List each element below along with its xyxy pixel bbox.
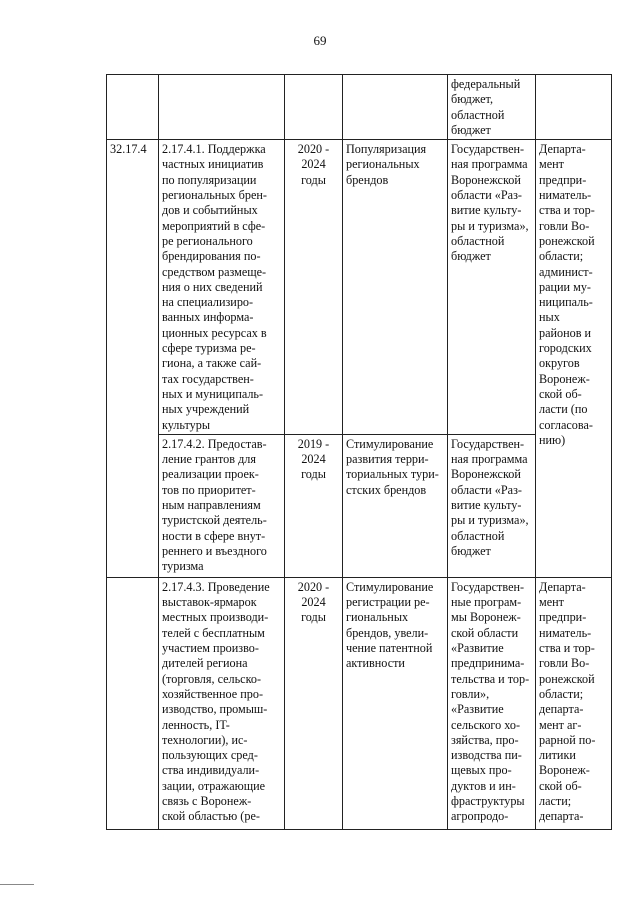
cell-line: департа- [539,702,584,717]
cell-line: ры и туризма», [451,218,529,233]
cell-line: туристской деятель- [162,513,267,528]
cell-funding [448,577,536,829]
cell-line: дов и событийных [162,203,258,218]
cell-line: говли Во- [539,656,590,671]
cell-line: реализации проек- [162,467,259,482]
cell-line: согласова- [539,417,593,432]
cell-line: предпри- [539,172,587,187]
cell-line: годы [301,610,326,625]
cell-line: агропродо- [451,809,509,824]
cell-line: ства и тор- [539,641,595,656]
cell-line: мент аг- [539,717,582,732]
cell-line: дуктов и ин- [451,778,516,793]
table-row-32-17-4-3 [107,577,612,829]
cell-line: дителей региона [162,656,248,671]
cell-line: ства индивидуали- [162,763,260,778]
cell-line: ниципаль- [539,295,593,310]
cell-line: мент [539,157,564,172]
cell-number [107,577,159,829]
cell-line: 2019 - [297,436,330,451]
cell-line: телей с бесплатным [162,625,265,640]
cell-line: ласти (по [539,402,588,417]
cell-result [343,434,448,577]
cell-line: щевых про- [451,763,512,778]
cell-line: Воронежской [451,172,521,187]
cell-line: гиональных [346,610,409,625]
cell-line: ронежской [539,671,595,686]
cell-line: ности в сфере внут- [162,528,266,543]
cell-result [343,140,448,435]
cell-line: области; [539,249,584,264]
cell-line: ные програм- [451,595,522,610]
cell-line: «Развитие [451,702,504,717]
cell-funding [448,140,536,435]
cell-line: Департа- [539,579,586,594]
cell-line: ния о них сведений [162,279,263,294]
cell-term [285,434,343,577]
measures-table [106,74,612,830]
cell-line: говли Во- [539,218,590,233]
cell-line: областной [451,107,505,122]
cell-line: стских брендов [346,482,427,497]
cell-line: рации му- [539,279,591,294]
cell-name [159,140,285,435]
cell-line: 2.17.4.1. Поддержка [162,142,266,157]
cell-line: ниматель- [539,188,592,203]
cell-line: Популяризация [346,142,427,157]
cell-line: пользующих сред- [162,748,258,763]
cell-line: брендов [346,172,389,187]
cell-line: Воронеж- [539,371,590,386]
cell-term [285,140,343,435]
cell-line: годы [301,467,326,482]
cell-line: средством размеще- [162,264,267,279]
cell-name [159,577,285,829]
cell-line: технологии), ис- [162,732,248,747]
cell-line: области «Раз- [451,188,522,203]
cell-line: (торговля, сельско- [162,671,262,686]
cell-line: бюджет [451,249,491,264]
cell-line: ление грантов для [162,452,256,467]
cell-line: ных и муниципаль- [162,386,264,401]
cell-line: мы Воронеж- [451,610,521,625]
cell-line: 2.17.4.2. Предостав- [162,436,267,451]
cell-line: 2024 [301,452,326,467]
cell-executor [536,140,612,578]
cell-line: Стимулирование [346,579,434,594]
cell-number: 32.17.4 [107,140,159,578]
cell-line: туризма [162,559,204,574]
cell-line: фраструктуры [451,793,525,808]
cell-line: ниматель- [539,625,592,640]
cell-line: 2020 - [297,142,330,157]
cell-line: мент [539,595,564,610]
cell-line: ронежской [539,233,595,248]
cell-line: сельского хо- [451,717,521,732]
cell-line: ской области [451,625,519,640]
cell-line: тах государствен- [162,371,254,386]
cell-funding [448,434,536,577]
cell-line: культуры [162,417,211,432]
cell-term [285,577,343,829]
cell-line: ре регионального [162,233,253,248]
cell-line: ской об- [539,778,582,793]
cell-result [343,577,448,829]
cell-line: 2024 [301,157,326,172]
cell-line: тельства и тор- [451,671,530,686]
cell-line: изводство, промыш- [162,702,268,717]
cell-line: областной [451,528,505,543]
cell-line: районов и [539,325,592,340]
cell-line: ториальных тури- [346,467,439,482]
cell-number [107,75,159,140]
cell-line: регистрации ре- [346,595,430,610]
cell-line: ской об- [539,386,582,401]
cell-funding [448,75,536,140]
cell-result [343,75,448,140]
cell-line: Департа- [539,142,586,157]
cell-line: нию) [539,432,566,447]
cell-line: местных производи- [162,610,269,625]
cell-line: хозяйственное про- [162,686,264,701]
cell-line: «Развитие [451,641,504,656]
cell-line: участием произво- [162,641,259,656]
cell-line: Государствен- [451,436,525,451]
cell-line: Воронежской [451,467,521,482]
cell-line: Стимулирование [346,436,434,451]
cell-line: Воронеж- [539,763,590,778]
cell-line: бюджет [451,543,491,558]
cell-line: рарной по- [539,732,596,747]
cell-line: областной [451,233,505,248]
cell-line: 2020 - [297,579,330,594]
cell-line: на специализиро- [162,295,254,310]
table-row-funding-continuation [107,75,612,140]
cell-line: ласти; [539,793,572,808]
cell-line: админист- [539,264,593,279]
cell-line: области; [539,686,584,701]
cell-line: активности [346,656,405,671]
cell-executor [536,577,612,829]
cell-line: зации, отражающие [162,778,266,793]
cell-line: ных [539,310,560,325]
cell-term [285,75,343,140]
cell-line: мероприятий в сфе- [162,218,266,233]
cell-name [159,75,285,140]
page-number: 69 [313,33,327,48]
cell-line: годы [301,172,326,187]
cell-line: ным направлениям [162,498,261,513]
cell-line: ционных ресурсах в [162,325,267,340]
cell-line: ры и туризма», [451,513,529,528]
cell-line: департа- [539,809,584,824]
cell-line: брендирования по- [162,249,261,264]
cell-line: Государствен- [451,579,525,594]
cell-line: витие культу- [451,498,522,513]
cell-line: тов по приоритет- [162,482,256,497]
cell-line: ная программа [451,452,528,467]
cell-line: федеральный [451,77,521,91]
cell-line: ная программа [451,157,528,172]
cell-line: чение патентной [346,641,433,656]
cell-line: бюджет, [451,92,494,107]
cell-line: гиона, а также сай- [162,356,262,371]
cell-line: 2.17.4.3. Проведение [162,579,270,594]
cell-line: предпринима- [451,656,525,671]
cell-name [159,434,285,577]
cell-line: городских [539,341,592,356]
cell-line: брендов, увели- [346,625,429,640]
cell-executor [536,75,612,140]
footer-rule [0,884,34,885]
cell-line: по популяризации [162,172,257,187]
cell-line: ской областью (ре- [162,809,260,824]
cell-line: зяйства, про- [451,732,519,747]
cell-line: предпри- [539,610,587,625]
cell-line: округов [539,356,580,371]
cell-line: связь с Воронеж- [162,793,252,808]
cell-line: развития терри- [346,452,429,467]
cell-line: области «Раз- [451,482,522,497]
cell-line: бюджет [451,122,491,137]
cell-line: региональных [346,157,420,172]
cell-line: говли», [451,686,490,701]
cell-line: изводства пи- [451,748,522,763]
cell-line: сфере туризма ре- [162,341,256,356]
table-row-32-17-4-1 [107,140,612,435]
cell-line: региональных брен- [162,188,267,203]
cell-line: выставок-ярмарок [162,595,257,610]
cell-line: 2024 [301,595,326,610]
cell-line: ленность, IT- [162,717,230,732]
cell-line: литики [539,748,576,763]
cell-line: частных инициатив [162,157,264,172]
cell-line: ства и тор- [539,203,595,218]
cell-line: ванных информа- [162,310,254,325]
cell-line: Государствен- [451,142,525,157]
cell-line: витие культу- [451,203,522,218]
cell-line: реннего и въездного [162,543,267,558]
cell-line: ных учреждений [162,402,250,417]
